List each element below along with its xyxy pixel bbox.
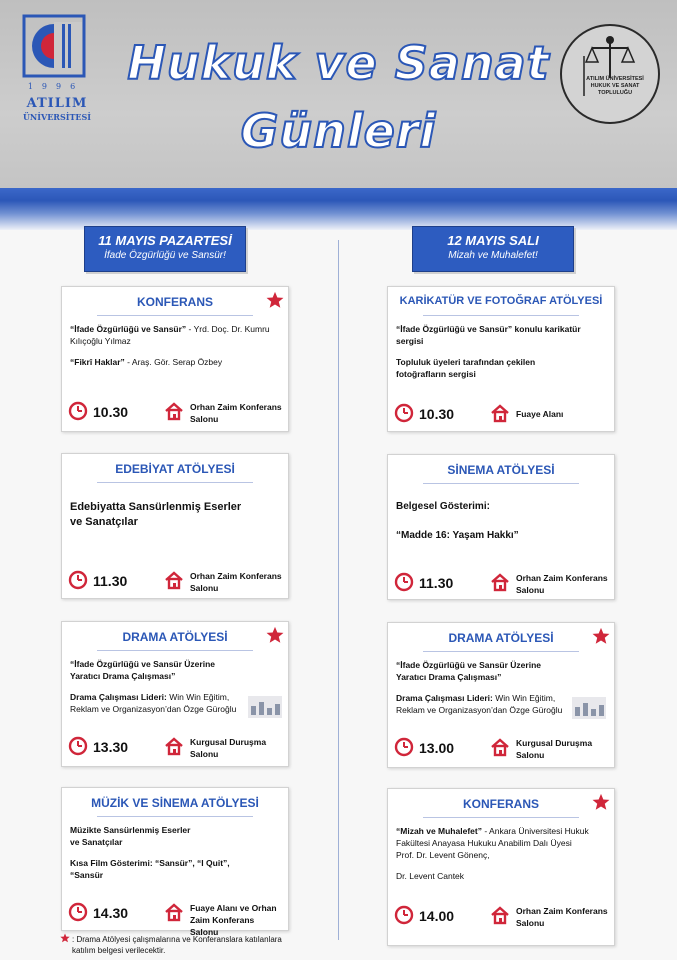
event-topic: “İfade Özgürlüğü ve Sansür” [70, 324, 187, 334]
page-title-line1: Hukuk ve Sanat [127, 36, 550, 90]
organizer-logo [572, 697, 606, 719]
event-title: KONFERANS [136, 295, 213, 309]
clock-icon [68, 902, 88, 922]
event-title: DRAMA ATÖLYESİ [448, 631, 554, 645]
event-description: Kısa Film Gösterimi: “Sansür”, “I Quit”, [70, 858, 230, 868]
house-icon [164, 401, 184, 421]
event-time: 11.30 [93, 573, 128, 589]
event-description: sergisi [396, 336, 424, 346]
event-description: Edebiyatta Sansürlenmiş Eserler [70, 501, 242, 513]
event-card [387, 622, 615, 768]
day1-theme: İfade Özgürlüğü ve Sansür! [104, 250, 226, 261]
event-topic: “İfade Özgürlüğü ve Sansür Üzerine [396, 660, 542, 670]
event-place-2: Salonu [516, 750, 545, 760]
event-title: MÜZİK VE SİNEMA ATÖLYESİ [91, 796, 259, 810]
event-place-1: Orhan Zaim Konferans [516, 573, 608, 583]
event-place-1: Fuaye Alanı ve Orhan [190, 903, 277, 913]
event-speaker: - Ankara Üniversitesi Hukuk [481, 826, 589, 836]
event-card [387, 286, 615, 432]
event-place-2: Salonu [516, 918, 545, 928]
event-card [61, 453, 289, 599]
event-title: KONFERANS [462, 797, 539, 811]
seal-text-2: HUKUK VE SANAT [590, 83, 640, 89]
house-icon [490, 905, 510, 925]
event-place-1: Orhan Zaim Konferans [190, 571, 282, 581]
clock-icon [394, 403, 414, 423]
event-speaker: - Araş. Gör. Serap Özbey [124, 357, 223, 367]
event-card [61, 286, 289, 432]
clock-icon [394, 737, 414, 757]
event-leader-label: Drama Çalışması Lideri: [396, 693, 493, 703]
club-seal-logo [560, 24, 660, 124]
scales-of-justice-icon [562, 26, 658, 122]
star-icon [592, 627, 610, 645]
event-time: 11.30 [419, 575, 454, 591]
event-topic: “İfade Özgürlüğü ve Sansür” [396, 324, 513, 334]
house-icon [164, 736, 184, 756]
event-time: 13.00 [419, 740, 455, 756]
event-description: ve Sanatçılar [70, 516, 138, 528]
event-description: Müzikte Sansürlenmiş Eserler [70, 825, 191, 835]
event-leader: Reklam ve Organizasyon’dan Özge Güroğlu [396, 705, 563, 715]
event-place-2: Salonu [190, 414, 219, 424]
clock-icon [68, 401, 88, 421]
house-icon [164, 902, 184, 922]
event-description: Topluluk üyeleri tarafından çekilen [396, 357, 536, 367]
event-speaker: Prof. Dr. Levent Gönenç, [396, 850, 490, 860]
event-topic: “Fikrî Haklar” [70, 357, 125, 367]
event-title: DRAMA ATÖLYESİ [122, 630, 228, 644]
event-topic: Yaratıcı Drama Çalışması” [396, 672, 502, 682]
event-description: fotoğrafların sergisi [396, 369, 476, 379]
event-place-2: Zaim Konferans Salonu [190, 915, 255, 937]
logo-year: 1996 [27, 82, 85, 91]
organizer-logo [248, 696, 282, 718]
event-card [61, 787, 289, 937]
event-title: SİNEMA ATÖLYESİ [447, 463, 555, 477]
event-description: konulu karikatür [512, 324, 581, 334]
day1-banner [84, 226, 246, 272]
event-place-2: Salonu [190, 749, 219, 759]
event-speaker: - Yrd. Doç. Dr. Kumru Kılıçoğlu Yılmaz [70, 324, 270, 346]
house-icon [164, 570, 184, 590]
logo-subtitle: ÜNİVERSİTESİ [22, 112, 92, 122]
event-leader: Win Win Eğitim, [492, 693, 556, 703]
event-card [387, 788, 615, 946]
event-description: ve Sanatçılar [70, 837, 123, 847]
event-topic: “İfade Özgürlüğü ve Sansür Üzerine [70, 659, 216, 669]
event-place-1: Orhan Zaim Konferans [190, 402, 282, 412]
event-topic: “Mizah ve Muhalefet” [396, 826, 482, 836]
clock-icon [68, 570, 88, 590]
day2-theme: Mizah ve Muhalefet! [448, 250, 538, 261]
house-icon [490, 572, 510, 592]
event-speaker: Fakültesi Anayasa Hukuku Anabilim Dalı Üyesi [396, 838, 572, 848]
event-card [61, 621, 289, 767]
house-icon [490, 403, 510, 423]
event-place-1: Kurgusal Duruşma [516, 738, 593, 748]
event-place-1: Fuaye Alanı [516, 409, 564, 419]
star-icon [266, 291, 284, 309]
event-time: 13.30 [93, 739, 129, 755]
event-leader: Win Win Eğitim, [166, 692, 230, 702]
event-description: Belgesel Gösterimi: [396, 501, 490, 512]
day1-label: 11 MAYIS PAZARTESİ [98, 233, 232, 248]
seal-text-3: TOPLULUĞU [597, 90, 633, 96]
event-card [387, 454, 615, 600]
day2-banner [412, 226, 574, 272]
event-place-1: Orhan Zaim Konferans [516, 906, 608, 916]
event-time: 14.30 [93, 905, 129, 921]
page-title-line2: Günleri [240, 104, 437, 158]
event-time: 10.30 [419, 406, 455, 422]
event-place-1: Kurgusal Duruşma [190, 737, 267, 747]
event-place-2: Salonu [516, 585, 545, 595]
column-divider [338, 240, 339, 940]
event-description: “Sansür [70, 870, 104, 880]
event-topic: Yaratıcı Drama Çalışması” [70, 671, 176, 681]
clock-icon [394, 905, 414, 925]
event-description: “Madde 16: Yaşam Hakkı” [396, 530, 519, 541]
event-title: KARİKATÜR VE FOTOĞRAF ATÖLYESİ [399, 295, 603, 307]
header-band [0, 188, 677, 230]
star-icon [592, 793, 610, 811]
event-time: 10.30 [93, 404, 129, 420]
logo-name: ATILIM [26, 96, 88, 111]
event-leader: Reklam ve Organizasyon’dan Özge Güroğlu [70, 704, 237, 714]
footnote-line2: katılım belgesi verilecektir. [72, 946, 166, 955]
star-icon [266, 626, 284, 644]
day2-label: 12 MAYIS SALI [447, 233, 539, 248]
star-icon [60, 933, 70, 943]
event-place-2: Salonu [190, 583, 219, 593]
clock-icon [68, 736, 88, 756]
clock-icon [394, 572, 414, 592]
event-leader-label: Drama Çalışması Lideri: [70, 692, 167, 702]
house-icon [490, 737, 510, 757]
seal-text-1: ATILIM ÜNİVERSİTESİ [586, 76, 644, 82]
footnote-line1: : Drama Atölyesi çalışmalarına ve Konferanslara katılanlara [72, 935, 282, 944]
event-time: 14.00 [419, 908, 455, 924]
event-title: EDEBİYAT ATÖLYESİ [115, 462, 235, 476]
footnote [72, 934, 332, 956]
event-speaker: Dr. Levent Cantek [396, 871, 465, 881]
